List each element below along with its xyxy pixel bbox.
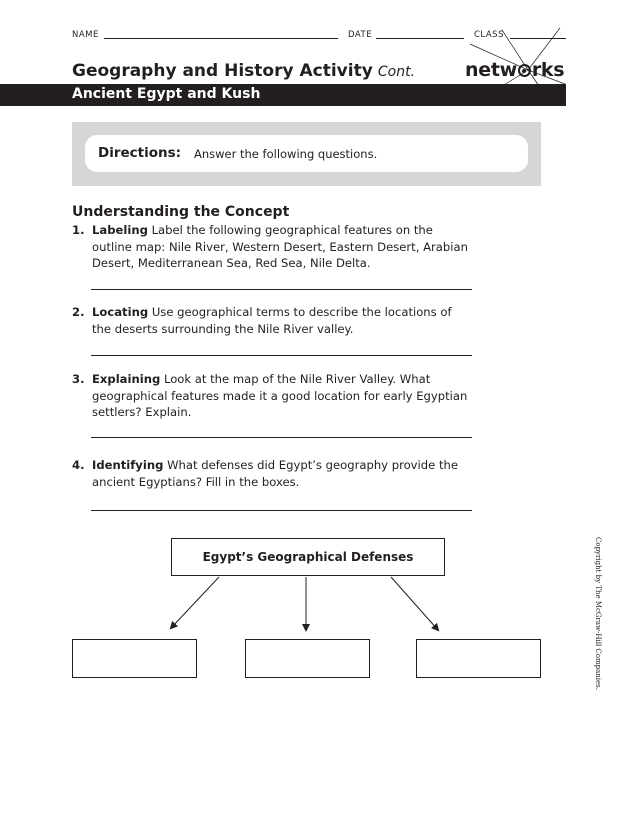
defense-box-1[interactable] [72,639,197,678]
date-label: DATE [348,30,373,40]
logo-text-right: rks [531,59,565,81]
logo-text-left: netw [465,59,517,81]
title-main: Geography and History Activity [72,61,373,81]
question-keyword: Locating [92,305,149,319]
question-number: 3. [72,372,85,386]
arrow-left [171,577,219,628]
question-text: Look at the map of the Nile River Valley. What geographical features made it a good location for early Egyptian settlers? Explain. [92,372,468,419]
copyright-notice: Copyright by The McGraw-Hill Companies. [594,537,602,690]
band-title: Ancient Egypt and Kush [72,86,261,102]
question-text: Use geographical terms to describe the locations of the deserts surrounding the Nile River valley. [92,305,452,336]
question-text: Label the following geographical features on the outline map: Nile River, Western Desert, Eastern Desert, Arabian Desert, Mediterranean Sea, Red Sea, Nile Delta. [92,223,468,270]
question-number: 1. [72,223,85,237]
question-keyword: Identifying [92,458,164,472]
question-number: 2. [72,305,85,319]
arrow-right [391,577,438,630]
question-keyword: Explaining [92,372,161,386]
name-label: NAME [72,30,99,40]
question-text: What defenses did Egypt’s geography provide the ancient Egyptians? Fill in the boxes. [92,458,458,489]
directions-label: Directions: [98,145,182,161]
class-label: CLASS [474,30,504,40]
question-number: 4. [72,458,85,472]
directions-text: Answer the following questions. [194,147,378,161]
section-heading: Understanding the Concept [72,204,290,220]
question-keyword: Labeling [92,223,148,237]
defense-box-3[interactable] [416,639,541,678]
title-cont: Cont. [377,64,416,80]
diagram-title: Egypt’s Geographical Defenses [202,550,414,564]
defense-box-2[interactable] [245,639,370,678]
